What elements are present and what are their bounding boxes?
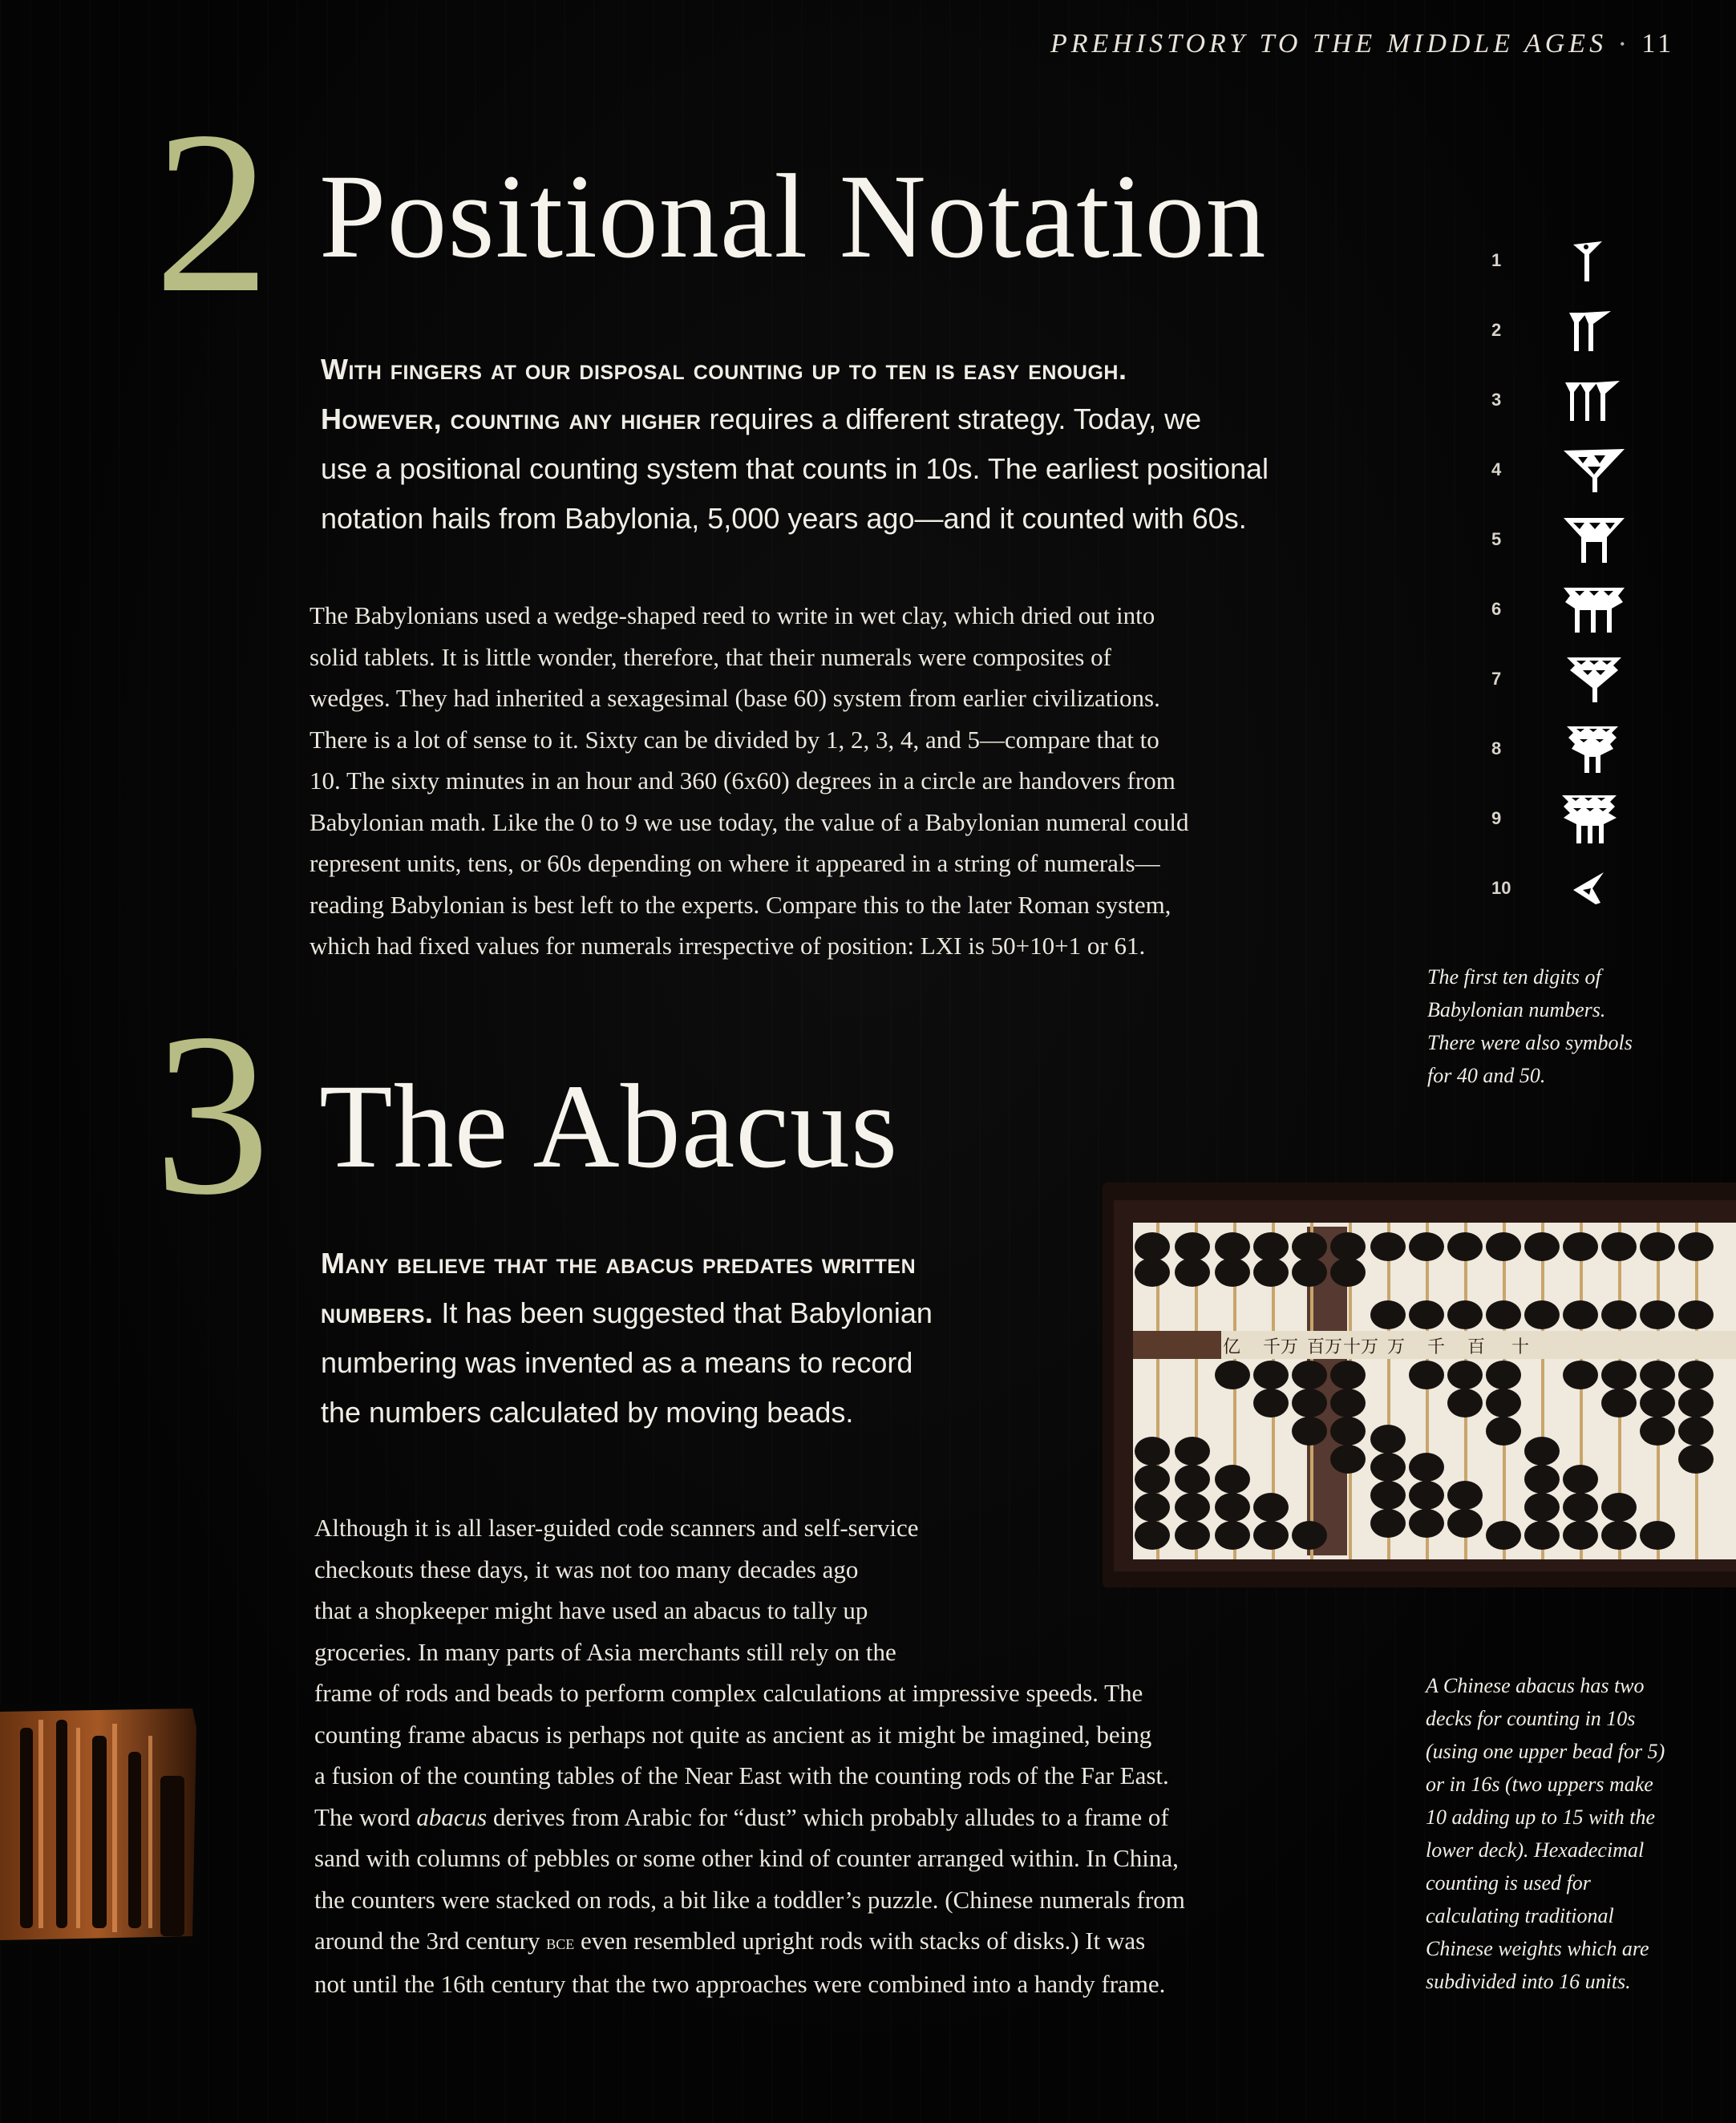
numeral-row-10 <box>1491 860 1668 916</box>
body-line: groceries. In many parts of Asia merchants still rely on the <box>314 1637 896 1666</box>
section-number-2: 2 <box>154 83 270 341</box>
body-line: There is a lot of sense to it. Sixty can be divided by 1, 2, 3, 4, and 5—compare that to <box>310 725 1159 754</box>
svg-text:万: 万 <box>1387 1337 1406 1357</box>
caption-line: subdivided into 16 units. <box>1426 1970 1631 1993</box>
body-line: which had fixed values for numerals irrespective of position: LXI is 50+10+1 or 61. <box>310 932 1146 960</box>
body-line: sand with columns of pebbles or some other kind of counter arranged within. In China, <box>314 1844 1179 1872</box>
intro-text: notation hails from Babylonia, 5,000 years ago—and it counted with 60s. <box>321 502 1247 535</box>
intro-lead: However, counting any higher <box>321 402 702 435</box>
numeral-label: 7 <box>1491 669 1502 689</box>
body-text: derives from Arabic for “dust” which probably alludes to a frame of <box>487 1802 1169 1831</box>
running-head-title: PREHISTORY TO THE MIDDLE AGES <box>1050 29 1608 59</box>
body-text: even resembled upright rods with stacks of disks.) It was <box>574 1927 1146 1955</box>
section-2-intro <box>321 345 1387 544</box>
numeral-row-3 <box>1491 372 1668 428</box>
bullet-separator-icon: • <box>1620 35 1629 52</box>
numeral-row-6 <box>1491 581 1668 637</box>
running-head <box>1050 24 1676 64</box>
numeral-label: 1 <box>1491 250 1502 270</box>
svg-text:亿: 亿 <box>1223 1337 1241 1357</box>
section-2-body <box>310 595 1400 967</box>
intro-lead: With fingers at our disposal counting up to ten is easy enough. <box>321 353 1127 386</box>
numeral-row-8 <box>1491 721 1668 777</box>
clay-tablet-illustration-icon <box>0 1704 200 1944</box>
cuneiform-ten-icon <box>1572 871 1607 906</box>
intro-text: requires a different strategy. Today, we <box>701 402 1202 435</box>
numeral-label: 9 <box>1491 808 1502 828</box>
section-title-positional-notation: Positional Notation <box>319 150 1267 283</box>
body-line: wedges. They had inherited a sexagesimal (base 60) system from earlier civilizations. <box>310 684 1160 712</box>
caption-line: calculating traditional <box>1426 1904 1614 1927</box>
section-3-intro <box>321 1239 1058 1438</box>
svg-text:百: 百 <box>1467 1337 1486 1357</box>
numeral-row-5 <box>1491 512 1668 568</box>
body-line: a fusion of the counting tables of the Near East with the counting rods of the Far East. <box>314 1761 1169 1789</box>
numerals-caption <box>1427 960 1716 1092</box>
numeral-row-1 <box>1491 233 1668 289</box>
caption-line: (using one upper bead for 5) <box>1426 1740 1665 1763</box>
abacus-caption <box>1426 1669 1730 1998</box>
clay-tablet-photo <box>0 1704 200 1944</box>
caption-line: Babylonian numbers. <box>1427 998 1606 1021</box>
caption-line: The first ten digits of <box>1427 965 1601 989</box>
body-line: The Babylonians used a wedge-shaped reed to write in wet clay, which dried out into <box>310 601 1155 629</box>
caption-line: or in 16s (two uppers make <box>1426 1773 1653 1796</box>
intro-text: the numbers calculated by moving beads. <box>321 1396 854 1429</box>
section-number-3: 3 <box>154 985 270 1243</box>
body-line <box>314 1920 1405 1963</box>
body-text: around the 3rd century <box>314 1927 547 1955</box>
cuneiform-five-icon <box>1562 515 1626 564</box>
svg-text:十万: 十万 <box>1343 1337 1379 1357</box>
section-3-body <box>314 1507 1405 2004</box>
caption-line: counting is used for <box>1426 1871 1591 1895</box>
caption-line: Chinese weights which are <box>1426 1937 1649 1960</box>
svg-text:十: 十 <box>1511 1337 1530 1357</box>
cuneiform-nine-icon <box>1560 792 1620 845</box>
body-line: that a shopkeeper might have used an abacus to tally up <box>314 1596 868 1624</box>
body-line: not until the 16th century that the two approaches were combined into a handy frame. <box>314 1969 1166 1998</box>
intro-text: use a positional counting system that counts in 10s. The earliest positional <box>321 452 1269 485</box>
body-line: Babylonian math. Like the 0 to 9 we use today, the value of a Babylonian numeral could <box>310 807 1189 836</box>
body-line: counting frame abacus is perhaps not quite as ancient as it might be imagined, being <box>314 1720 1152 1749</box>
numeral-label: 2 <box>1491 320 1502 340</box>
numeral-row-2 <box>1491 302 1668 358</box>
section-title-the-abacus: The Abacus <box>319 1060 899 1193</box>
cuneiform-four-icon <box>1562 446 1626 494</box>
caption-line: lower deck). Hexadecimal <box>1426 1838 1645 1862</box>
numeral-row-9 <box>1491 791 1668 847</box>
intro-lead: numbers. <box>321 1296 434 1329</box>
cuneiform-six-icon <box>1562 584 1626 634</box>
cuneiform-three-icon <box>1564 378 1621 423</box>
body-line: frame of rods and beads to perform complex calculations at impressive speeds. The <box>314 1679 1143 1707</box>
cuneiform-one-icon <box>1572 238 1604 283</box>
caption-line: A Chinese abacus has two <box>1426 1674 1645 1697</box>
body-line: reading Babylonian is best left to the experts. Compare this to the later Roman system, <box>310 890 1171 919</box>
numeral-label: 6 <box>1491 599 1502 619</box>
numeral-label: 4 <box>1491 459 1502 479</box>
intro-lead: Many believe that the abacus predates written <box>321 1247 917 1280</box>
svg-text:千: 千 <box>1427 1337 1446 1357</box>
body-line: solid tablets. It is little wonder, therefore, that their numerals were composites of <box>310 642 1111 671</box>
body-line: the counters were stacked on rods, a bit like a toddler’s puzzle. (Chinese numerals from <box>314 1885 1185 1914</box>
era-abbreviation: bce <box>546 1931 575 1954</box>
caption-line: for 40 and 50. <box>1427 1064 1546 1087</box>
numeral-label: 8 <box>1491 738 1502 758</box>
numeral-row-7 <box>1491 651 1668 707</box>
caption-line: There were also symbols <box>1427 1031 1633 1054</box>
caption-line: 10 adding up to 15 with the <box>1426 1806 1655 1829</box>
italic-term: abacus <box>416 1802 488 1831</box>
body-line: checkouts these days, it was not too many decades ago <box>314 1555 859 1583</box>
numeral-row-4 <box>1491 442 1668 498</box>
svg-text:百万: 百万 <box>1307 1337 1343 1357</box>
page-number: 11 <box>1641 29 1675 59</box>
numeral-label: 10 <box>1491 878 1511 898</box>
cuneiform-two-icon <box>1568 308 1613 353</box>
body-line: represent units, tens, or 60s depending on where it appeared in a string of numerals— <box>310 849 1160 877</box>
body-line <box>314 1797 1405 1838</box>
caption-line: decks for counting in 10s <box>1426 1707 1636 1730</box>
numeral-label: 5 <box>1491 529 1502 549</box>
numeral-label: 3 <box>1491 390 1502 410</box>
body-line: 10. The sixty minutes in an hour and 360 (6x60) degrees in a circle are handovers from <box>310 766 1176 795</box>
body-text: The word <box>314 1802 417 1831</box>
svg-text:千万: 千万 <box>1263 1337 1299 1357</box>
cuneiform-eight-icon <box>1565 723 1620 774</box>
intro-text: It has been suggested that Babylonian <box>433 1296 933 1329</box>
body-line: Although it is all laser-guided code scanners and self-service <box>314 1514 919 1542</box>
cuneiform-seven-icon <box>1565 654 1623 704</box>
intro-text: numbering was invented as a means to record <box>321 1346 913 1379</box>
